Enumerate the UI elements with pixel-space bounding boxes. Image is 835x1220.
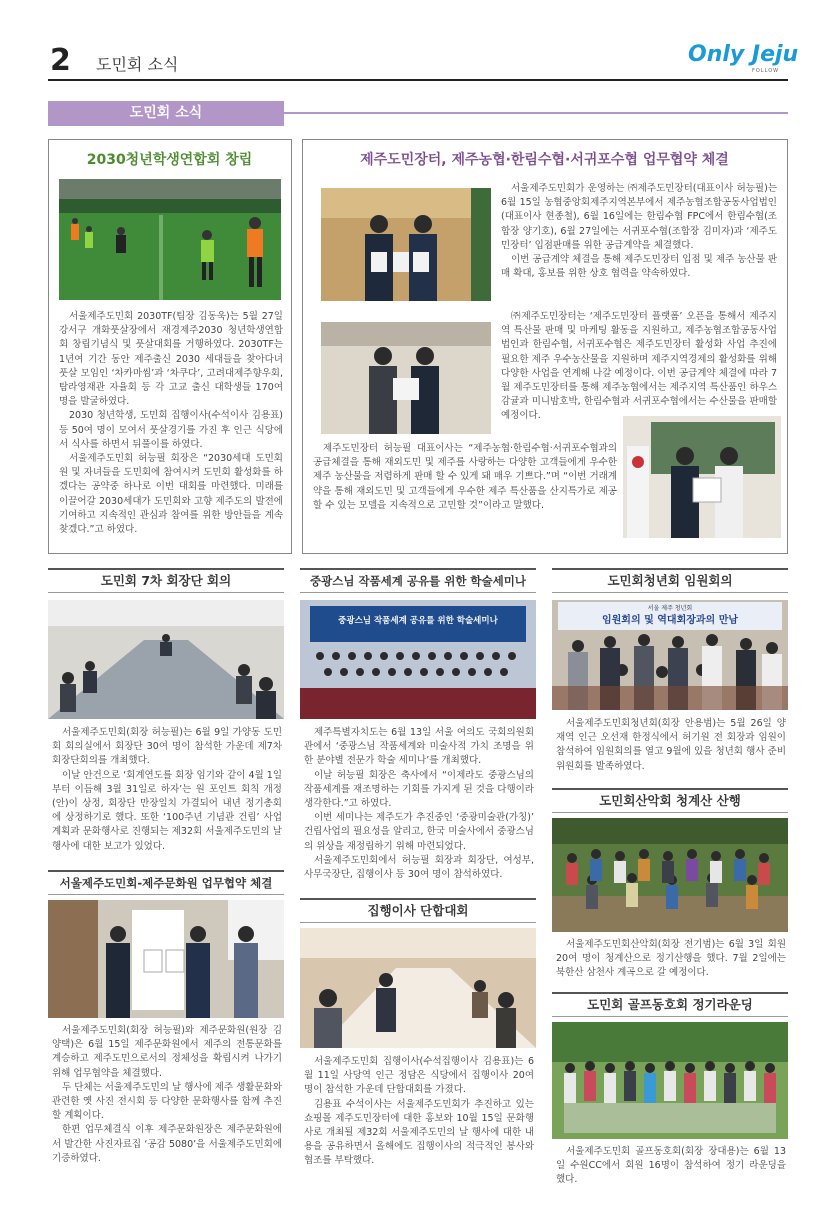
logo-subtext: FOLLOW: [752, 68, 780, 74]
page-header: [0, 0, 835, 90]
paragraph: 서울제주도민회산악회(회장 전기범)는 6월 3일 회원 20여 명이 청계산으로 정기산행을 했다. 7월 2일에는 북한산 삼천사 계곡으로 갈 예정이다.: [556, 939, 786, 979]
seminar-body: [304, 726, 534, 882]
paragraph: 이번 세미나는 제주도가 추진중인 ‘중광미술관(가칭)’ 건립사업의 필요성을 알리고, 한국 미술사에서 중광스님의 위상을 재정립하기 위해 마련되었다.: [304, 812, 534, 852]
nonghyup-signing-photo: [321, 188, 491, 301]
hallim-signing-photo: [321, 322, 491, 434]
chairs-meeting-photo: [48, 600, 284, 719]
article-body: [59, 310, 283, 537]
futsal-photo: [59, 179, 281, 300]
paragraph: 이날 허능필 회장은 축사에서 “이제라도 중광스님의 작품세계를 재조명하는 기회를 가지게 된 것을 다행이라 생각한다.”고 하였다.: [304, 769, 534, 810]
youth-photo: [552, 600, 788, 710]
paragraph: 제주특별자치도는 6월 13일 서울 여의도 국회의원회관에서 ‘중광스님 작품세계와 미술사적 가치 조명을 위한 분야별 전문가 학술 세미나’를 개최했다.: [304, 727, 534, 767]
article-title-chairs-meeting: 도민회 7차 회장단 회의: [48, 568, 284, 593]
seogwipo-signing-photo: [623, 416, 781, 538]
golf-photo: [552, 1022, 788, 1139]
paragraph: 서울제주도민회 2030TF(팀장 김동욱)는 5월 27일 강서구 개화풋살장에서 재경제주2030 청년학생연합회 창립기념식 및 풋살대회를 거행하였다. 2030TF는 1년여 기간 동안 제주출신 2030 세대들을 찾아다녀 풋살 모임인 ‘차카마씸’과 ‘차쿠다’, 고려대제주향우회, 탐라영재관 자율회 등 각 고교 출신 대학생들 170여 명을 발굴하였다.: [59, 311, 283, 408]
chairs-meeting-body: [52, 726, 282, 854]
seminar-banner-text: 중광스님 작품세계 공유를 위한 학술세미나: [338, 616, 498, 626]
article-title-culture-agreement: 서울제주도민회-제주문화원 업무협약 체결: [48, 870, 284, 895]
hiking-body: [556, 938, 786, 981]
article-body-top: [501, 182, 777, 281]
article-title-youth: 도민회청년회 임원회의: [552, 568, 788, 593]
paragraph: 서울제주도민회 골프동호회(회장 장대용)는 6월 13일 수원CC에서 회원 16명이 참석하여 정기 라운딩을 했다.: [556, 1146, 786, 1186]
section-bar-line: [284, 112, 788, 114]
paragraph: 서울제주도민회(회장 허능필)는 6월 9일 가양동 도민회 회의실에서 회장단 30여 명이 참석한 가운데 제7차 회장단회의를 개최했다.: [52, 727, 282, 767]
paragraph: 서울제주도민회 허능필 회장은 “2030세대 도민회원 및 자녀들을 도민회에 참여시켜 도민회 활성화를 하겠다는 공약중 하나로 이번 대회를 마련했다. 미래를 이끌어갈 2030세대가 도민회와 고향 제주도의 발전에 기여하고 지속적인 관심과 참여를 위한 방안들을 계속 찾겠다.”고 하였다.: [59, 453, 283, 536]
page-number: 2: [50, 43, 71, 78]
youth-banner-top: 서울 제주 청년회: [647, 605, 693, 612]
section-bar-label: 도민회 소식: [129, 105, 203, 121]
article-student-union: [48, 139, 292, 554]
article-title-hiking: 도민회산악회 청계산 산행: [552, 788, 788, 813]
article-body-bottom: [313, 442, 617, 513]
article-title: 2030청년학생연합회 창립: [86, 152, 253, 168]
paragraph: 서울제주도민회 집행이사(수석집행이사 김용표)는 6월 11일 사당역 인근 정담은 식당에서 집행이사 20여 명이 참석한 가운데 단합대회를 가졌다.: [304, 1056, 534, 1096]
youth-body: [556, 717, 786, 774]
culture-agreement-body: [52, 1024, 282, 1166]
paragraph: 김용표 수석이사는 서울제주도민회가 추진하고 있는 쇼핑몰 제주도민장터에 대한 홍보와 10월 15일 문화행사로 개최될 제32회 서울제주도민의 날 행사에 대한 내용을 공유하면서 올해에도 집행이사의 적극적인 봉사와 협조를 부탁했다.: [304, 1098, 534, 1167]
directors-body: [304, 1055, 534, 1169]
seminar-photo: [300, 600, 536, 719]
paragraph: 이번 공급계약 체결을 통해 제주도민장터 입점 및 제주 농산물 판매 확대, 홍보를 위한 상호 협력을 약속하였다.: [501, 254, 777, 280]
logo: Only Jeju: [688, 42, 799, 67]
paragraph: 한편 업무체결식 이후 제주문화원장은 제주문화원에서 발간한 사진자료집 ‘공감 5080’을 서울제주도민회에 기증하였다.: [52, 1124, 282, 1164]
paragraph: 서울제주도민회에서 허능필 회장과 회장단, 여성부, 사무국장단, 집행이사 등 30여 명이 참석하였다.: [304, 854, 534, 881]
hiking-photo: [552, 818, 788, 932]
youth-banner-main: 임원회의 및 역대회장과의 만남: [601, 615, 739, 626]
directors-photo: [300, 928, 536, 1048]
paragraph: 2030 청년학생, 도민회 집행이사(수석이사 김용표) 등 50여 명이 모여서 풋살경기를 가진 후 인근 식당에서 식사를 하면서 뒤풀이를 하였다.: [59, 410, 283, 450]
golf-body: [556, 1145, 786, 1188]
paragraph: 이날 안건으로 ‘회계연도를 회장 임기와 같이 4월 1일부터 이듬해 3월 31일로 하자’는 원 포인트 회칙 개정(안)이 상정, 회장단 만장일치 가결되어 내년 정기총회에 상정하기로 했다. 또한 ‘100주년 기념관 건립’ 사업계획과 문화행사로 진행되는 제32회 서울제주도민의 날 행사에 대한 보고가 있었다.: [52, 769, 282, 852]
article-title-seminar: 중광스님 작품세계 공유를 위한 학술세미나: [300, 568, 536, 593]
paragraph: 두 단체는 서울제주도민의 날 행사에 제주 생활문화와 관련한 옛 사진 전시회 등 다양한 문화행사를 함께 추진할 계획이다.: [52, 1081, 283, 1122]
culture-agreement-photo: [48, 900, 284, 1018]
header-rule: [48, 79, 788, 81]
article-title-directors: 집행이사 단합대회: [300, 898, 536, 923]
article-market-agreement: [302, 139, 788, 554]
paragraph: 서울제주도민회가 운영하는 ㈜제주도민장터(대표이사 허능필)는 6월 15일 농협중앙회제주지역본부에서 제주농협조합공동사업법인(대표이사 현종철), 6월 16일에는 한림수협 FPC에서 한림수협(조합장 양기호), 6월 27일에는 서귀포수협(조합장 김미자)과 ‘제주도민장터’ 입점판매를 위한 공급계약을 체결했다.: [501, 183, 777, 251]
paragraph: 서울제주도민회청년회(회장 안용범)는 5월 26일 양재역 인근 오선재 한정식에서 허기원 전 회장과 임원이 참석하여 임원회의를 열고 9월에 있을 청년회 행사 준비위원회를 발족하였다.: [556, 718, 786, 772]
header-section-title: 도민회 소식: [96, 55, 179, 74]
article-title-golf: 도민회 골프동호회 정기라운딩: [552, 992, 788, 1017]
paragraph: 서울제주도민회(회장 허능필)와 제주문화원(원장 김양택)은 6월 15일 제주문화원에서 제주의 전통문화를 계승하고 제주도민으로서의 정체성을 확립시켜 나가기 위해 업무협약을 체결했다.: [52, 1025, 282, 1079]
article-title: 제주도민장터, 제주농협·한림수협·서귀포수협 업무협약 체결: [360, 152, 729, 168]
paragraph: 제주도민장터 허능필 대표이사는 “제주농협·한림수협·서귀포수협과의 공급체결을 통해 재외도민 및 제주를 사랑하는 다양한 고객들에게 우수한 제주 농산물을 저렴하게 판매 할 수 있게 돼 매우 기쁘다.”며 “이번 거래계약을 통해 재외도민 및 고객들에게 우수한 제주 특산품을 산지특가로 제공할 수 있는 모델을 지속적으로 고민할 것”이라고 말했다.: [313, 443, 617, 511]
paragraph: ㈜제주도민장터는 ‘제주도민장터 플랫폼’ 오픈을 통해서 제주지역 특산물 판매 및 마케팅 활동을 지원하고, 제주농협조합공동사업법인과 한림수협, 서귀포수협은 제주도민장터 활성화 사업 추진에 필요한 제주 우수농산물을 지원하며 제주지역경제의 활성화를 위해 다양한 사업을 연계해 나갈 예정이다. 이번 공급계약 체결에 따라 7월 제주도민장터를 통해 제주농협에서는 제주지역 특산품인 하우스 감귤과 미니밤호박, 한림수협과 서귀포수협에서는 수산물을 판매할 예정이다.: [501, 311, 777, 422]
